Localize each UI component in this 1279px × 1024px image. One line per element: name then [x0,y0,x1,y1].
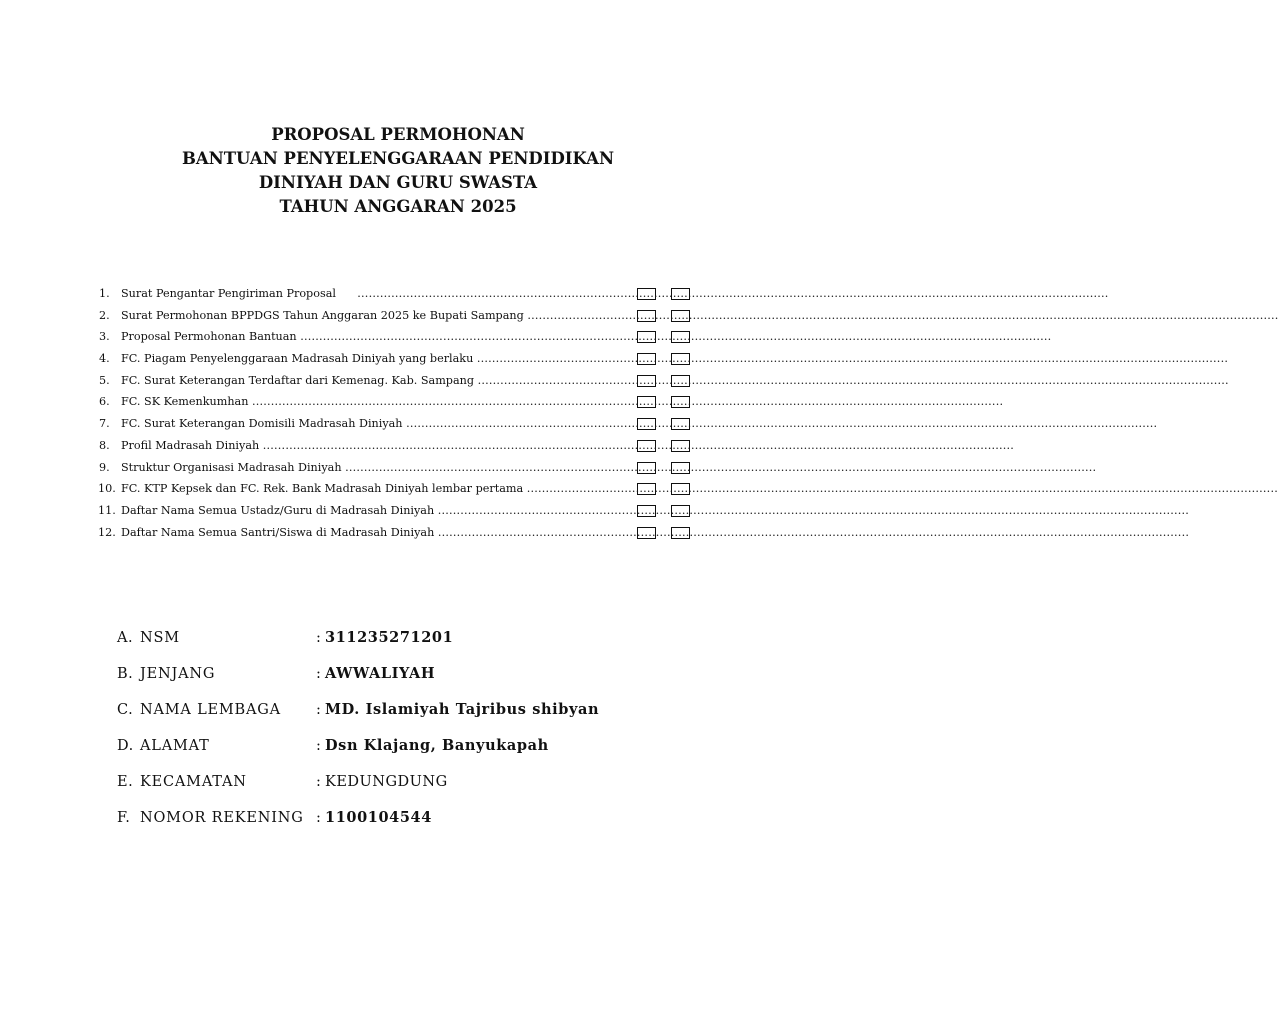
dot-leader: ........................................................................................................................................................................................................ [300,330,1052,344]
title-line-3: DINIYAH DAN GURU SWASTA [258,173,538,192]
identity-row-nama-lembaga [0,698,768,734]
checkbox-first[interactable] [637,527,656,539]
field-label: KECAMATAN [140,774,247,790]
item-number: 3. [99,330,110,344]
item-label: Daftar Nama Semua Santri/Siswa di Madrasah Diniyah [121,525,438,539]
item-text [121,348,1229,370]
checklist-item [0,370,1229,392]
field-value: MD. Islamiyah Tajribus shibyan [325,701,600,718]
dot-leader: ........................................................................................................................................................................................................ [476,352,1229,366]
checklist-item [0,391,1004,413]
item-number: 8. [99,438,110,452]
item-number: 5. [99,373,110,387]
item-label: Proposal Permohonan Bantuan [121,330,301,344]
item-label: Surat Permohonan BPPDGS Tahun Anggaran 2025 ke Bupati Sampang [121,308,528,322]
dot-leader: ........................................................................................................................................................................................................ [345,460,1097,474]
dot-leader: ........................................................................................................................................................................................................ [406,417,1158,431]
item-number: 12. [98,525,116,539]
item-label: Surat Pengantar Pengiriman Proposal [121,287,358,300]
item-text [121,500,1189,522]
checklist-item [0,478,1278,500]
checkbox-first[interactable] [637,375,656,387]
row-letter: D. [117,738,134,754]
checkbox-first[interactable] [637,288,656,300]
item-text [121,305,1279,327]
item-number: 9. [99,460,110,474]
dot-leader: ........................................................................................................................................................................................................ [437,503,1189,517]
row-letter: F. [117,810,131,826]
row-letter: B. [117,666,134,682]
field-label: ALAMAT [140,738,210,754]
checkbox-second[interactable] [671,310,690,322]
dot-leader: ........................................................................................................................................................................................................ [251,395,1004,409]
field-value: AWWALIYAH [325,665,436,682]
dot-leader: ........................................................................................................................................................................................................ [526,482,1278,496]
checkbox-first[interactable] [637,505,656,517]
identity-row-kecamatan [0,770,768,806]
checkbox-first[interactable] [637,462,656,474]
item-label: FC. Piagam Penyelenggaraan Madrasah Diniyah yang berlaku [121,352,477,366]
checkbox-second[interactable] [671,288,690,300]
dot-leader: ........................................................................................................................................................................................................ [527,308,1279,322]
field-label: NSM [140,630,180,646]
identity-row-alamat [0,734,768,770]
dot-leader: ........................................................................................................................................................................................................ [477,373,1229,387]
field-colon: : [316,738,321,754]
checkbox-first[interactable] [637,396,656,408]
checkbox-first[interactable] [637,331,656,343]
checkbox-second[interactable] [671,418,690,430]
checkbox-second[interactable] [671,462,690,474]
field-label: NAMA LEMBAGA [140,702,281,718]
title-line-2: BANTUAN PENYELENGGARAAN PENDIDIKAN [181,149,615,168]
item-text [121,283,1109,305]
field-value: 1100104544 [325,809,432,826]
checkbox-second[interactable] [671,331,690,343]
dot-leader: ........................................................................................................................................................................................................ [262,438,1015,452]
item-number: 7. [99,417,110,431]
row-letter: A. [117,630,134,646]
checkbox-second[interactable] [671,375,690,387]
field-colon: : [316,774,321,790]
field-label: JENJANG [140,666,216,682]
item-label: Struktur Organisasi Madrasah Diniyah [121,460,346,474]
checklist-item [0,522,1190,544]
title-line-1: PROPOSAL PERMOHONAN [271,125,525,144]
checklist-item [0,457,1097,479]
identity-row-nomor-rekening [0,806,768,842]
field-value: KEDUNGDUNG [325,774,448,790]
checklist-item [0,326,1052,348]
field-colon: : [316,810,321,826]
item-label: FC. Surat Keterangan Domisili Madrasah Diniyah [121,417,407,431]
checklist-item [0,413,1158,435]
item-text [121,413,1158,435]
item-number: 10. [98,482,116,496]
dot-leader: ........................................................................................................................................................................................................ [437,525,1190,539]
identity-row-nsm [0,626,768,662]
checkbox-second[interactable] [671,440,690,452]
checkbox-first[interactable] [637,440,656,452]
checkbox-first[interactable] [637,353,656,365]
item-text [121,391,1004,413]
checkbox-second[interactable] [671,483,690,495]
item-label: FC. KTP Kepsek dan FC. Rek. Bank Madrasah Diniyah lembar pertama [121,482,527,496]
item-text [121,457,1097,479]
item-label: FC. Surat Keterangan Terdaftar dari Kemenag. Kab. Sampang [121,373,478,387]
field-label: NOMOR REKENING [140,810,304,826]
checkbox-second[interactable] [671,396,690,408]
item-number: 11. [98,503,116,517]
field-value: Dsn Klajang, Banyukapah [325,737,549,754]
document-title [0,123,796,219]
checkbox-second[interactable] [671,527,690,539]
item-text [121,370,1229,392]
checkbox-first[interactable] [637,310,656,322]
item-label: FC. SK Kemenkumhan [121,395,252,409]
row-letter: E. [117,774,134,790]
identity-row-jenjang [0,662,768,698]
checklist-item [0,283,1109,305]
item-text [121,522,1190,544]
document-checklist [0,283,1279,543]
item-label: Profil Madrasah Diniyah [121,438,263,452]
dot-leader: ........................................................................................................................................................................................................ [357,287,1109,300]
checkbox-second[interactable] [671,505,690,517]
field-colon: : [316,630,321,646]
field-colon: : [316,702,321,718]
field-colon: : [316,666,321,682]
item-number: 6. [99,395,110,409]
checklist-item [0,305,1279,327]
item-text [121,478,1278,500]
item-text [121,435,1015,457]
item-number: 4. [99,352,110,366]
checklist-item [0,348,1229,370]
item-label: Daftar Nama Semua Ustadz/Guru di Madrasah Diniyah [121,503,438,517]
checklist-item [0,500,1189,522]
institution-identity [0,626,768,842]
title-line-4: TAHUN ANGGARAN 2025 [279,197,517,216]
checkbox-first[interactable] [637,483,656,495]
checkbox-second[interactable] [671,353,690,365]
item-number: 2. [99,308,110,322]
item-text [121,326,1052,348]
item-number: 1. [99,287,110,300]
field-value: 311235271201 [325,629,454,646]
checkbox-first[interactable] [637,418,656,430]
checklist-item [0,435,1015,457]
row-letter: C. [117,702,134,718]
